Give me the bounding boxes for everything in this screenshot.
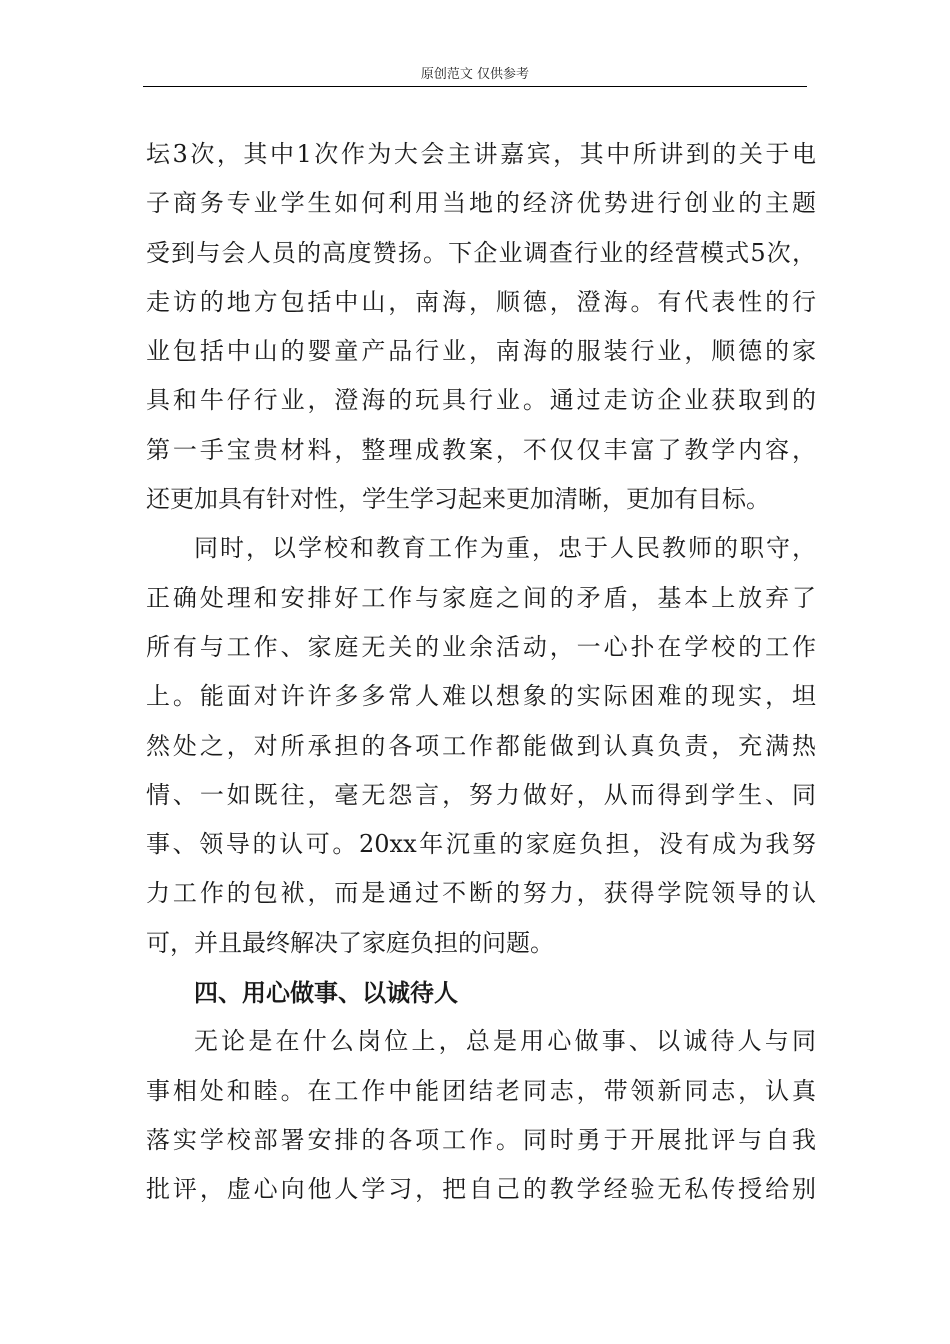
section-heading: 四、用心做事、以诚待人 xyxy=(194,978,458,1008)
paragraph-line: 同时，以学校和教育工作为重，忠于人民教师的职守， xyxy=(194,534,816,563)
paragraph-line: 可，并且最终解决了家庭负担的问题。 xyxy=(146,928,554,957)
paragraph-line: 坛3次，其中1次作为大会主讲嘉宾，其中所讲到的关于电 xyxy=(146,140,816,168)
paragraph-line: 走访的地方包括中山，南海，顺德，澄海。有代表性的行 xyxy=(146,287,816,316)
header-rule xyxy=(143,86,807,87)
document-body xyxy=(146,130,816,1215)
paragraph-line: 落实学校部署安排的各项工作。同时勇于开展批评与自我 xyxy=(146,1125,816,1154)
paragraph-line: 事、领导的认可。20xx年沉重的家庭负担，没有成为我努 xyxy=(146,830,816,859)
paragraph-line: 第一手宝贵材料，整理成教案，不仅仅丰富了教学内容， xyxy=(146,435,816,464)
paragraph-line: 上。能面对许许多多常人难以想象的实际困难的现实，坦 xyxy=(146,682,816,711)
paragraph-line: 受到与会人员的高度赞扬。下企业调查行业的经营模式5次， xyxy=(146,238,816,267)
paragraph-line: 然处之，对所承担的各项工作都能做到认真负责，充满热 xyxy=(146,731,816,760)
paragraph-line: 无论是在什么岗位上，总是用心做事、以诚待人与同 xyxy=(194,1027,816,1056)
paragraph-line: 业包括中山的婴童产品行业，南海的服装行业，顺德的家 xyxy=(146,337,816,366)
paragraph-line: 正确处理和安排好工作与家庭之间的矛盾，基本上放弃了 xyxy=(146,583,816,612)
paragraph-line: 还更加具有针对性，学生学习起来更加清晰，更加有目标。 xyxy=(146,485,770,514)
paragraph-line: 情、一如既往，毫无怨言，努力做好，从而得到学生、同 xyxy=(146,780,816,809)
paragraph-line: 具和牛仔行业，澄海的玩具行业。通过走访企业获取到的 xyxy=(146,386,816,415)
paragraph-line: 事相处和睦。在工作中能团结老同志，带领新同志，认真 xyxy=(146,1076,816,1105)
paragraph-line: 批评，虚心向他人学习，把自己的教学经验无私传授给别 xyxy=(146,1175,816,1204)
page-header: 原创范文 仅供参考 xyxy=(420,67,530,82)
paragraph-line: 力工作的包袱，而是通过不断的努力，获得学院领导的认 xyxy=(146,879,816,908)
paragraph-line: 所有与工作、家庭无关的业余活动，一心扑在学校的工作 xyxy=(146,632,816,661)
paragraph-line: 子商务专业学生如何利用当地的经济优势进行创业的主题 xyxy=(146,189,816,218)
